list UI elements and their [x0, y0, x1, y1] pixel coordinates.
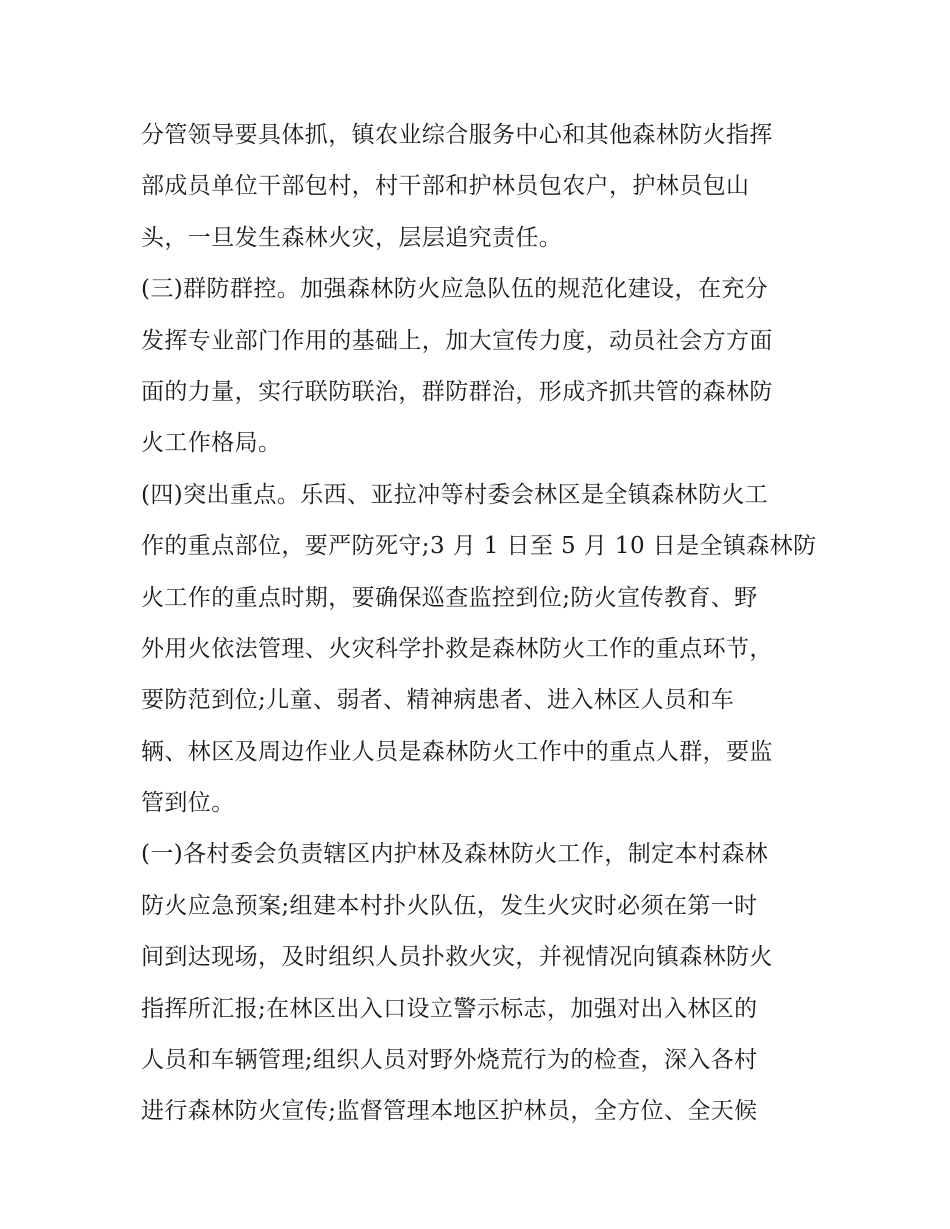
- text-line: 间到达现场，及时组织人员扑救火灾，并视情况向镇森林防火: [141, 944, 773, 971]
- text-line: (四)突出重点。乐西、亚拉冲等村委会林区是全镇森林防火工: [141, 481, 769, 508]
- text-line: 面的力量，实行联防联治，群防群治，形成齐抓共管的森林防: [141, 378, 773, 405]
- text-line: 人员和车辆管理;组织人员对野外烧荒行为的检查，深入各村: [141, 1047, 758, 1074]
- text-line: 要防范到位;儿童、弱者、精神病患者、进入林区人员和车: [141, 687, 735, 714]
- body-text: [141, 110, 821, 1138]
- text-line: 分管领导要具体抓，镇农业综合服务中心和其他森林防火指挥: [141, 122, 773, 148]
- text-line: 头，一旦发生森林火灾，层层追究责任。: [141, 224, 563, 251]
- text-line: 发挥专业部门作用的基础上，加大宣传力度，动员社会方方面: [141, 327, 773, 354]
- text-line: (一)各村委会负责辖区内护林及森林防火工作，制定本村森林: [141, 841, 769, 868]
- text-line: 部成员单位干部包村，村干部和护林员包农户，护林员包山: [141, 173, 750, 200]
- text-line: 火工作的重点时期，要确保巡查监控到位;防火宣传教育、野: [141, 584, 758, 611]
- text-line: 作的重点部位，要严防死守;3 月 1 日至 5 月 10 日是全镇森林防: [141, 533, 817, 560]
- text-line: 外用火依法管理、火灾科学扑救是森林防火工作的重点环节，: [141, 635, 773, 662]
- text-line: 指挥所汇报;在林区出入口设立警示标志，加强对出入林区的: [141, 995, 758, 1022]
- text-line: (三)群防群控。加强森林防火应急队伍的规范化建设，在充分: [141, 276, 769, 303]
- text-line: 防火应急预案;组建本村扑火队伍，发生火灾时必须在第一时: [141, 892, 758, 919]
- text-line: 火工作格局。: [141, 430, 282, 457]
- text-line: 进行森林防火宣传;监督管理本地区护林员，全方位、全天候: [141, 1098, 758, 1125]
- text-line: 辆、林区及周边作业人员是森林防火工作中的重点人群，要监: [141, 738, 773, 765]
- text-line: 管到位。: [141, 790, 235, 817]
